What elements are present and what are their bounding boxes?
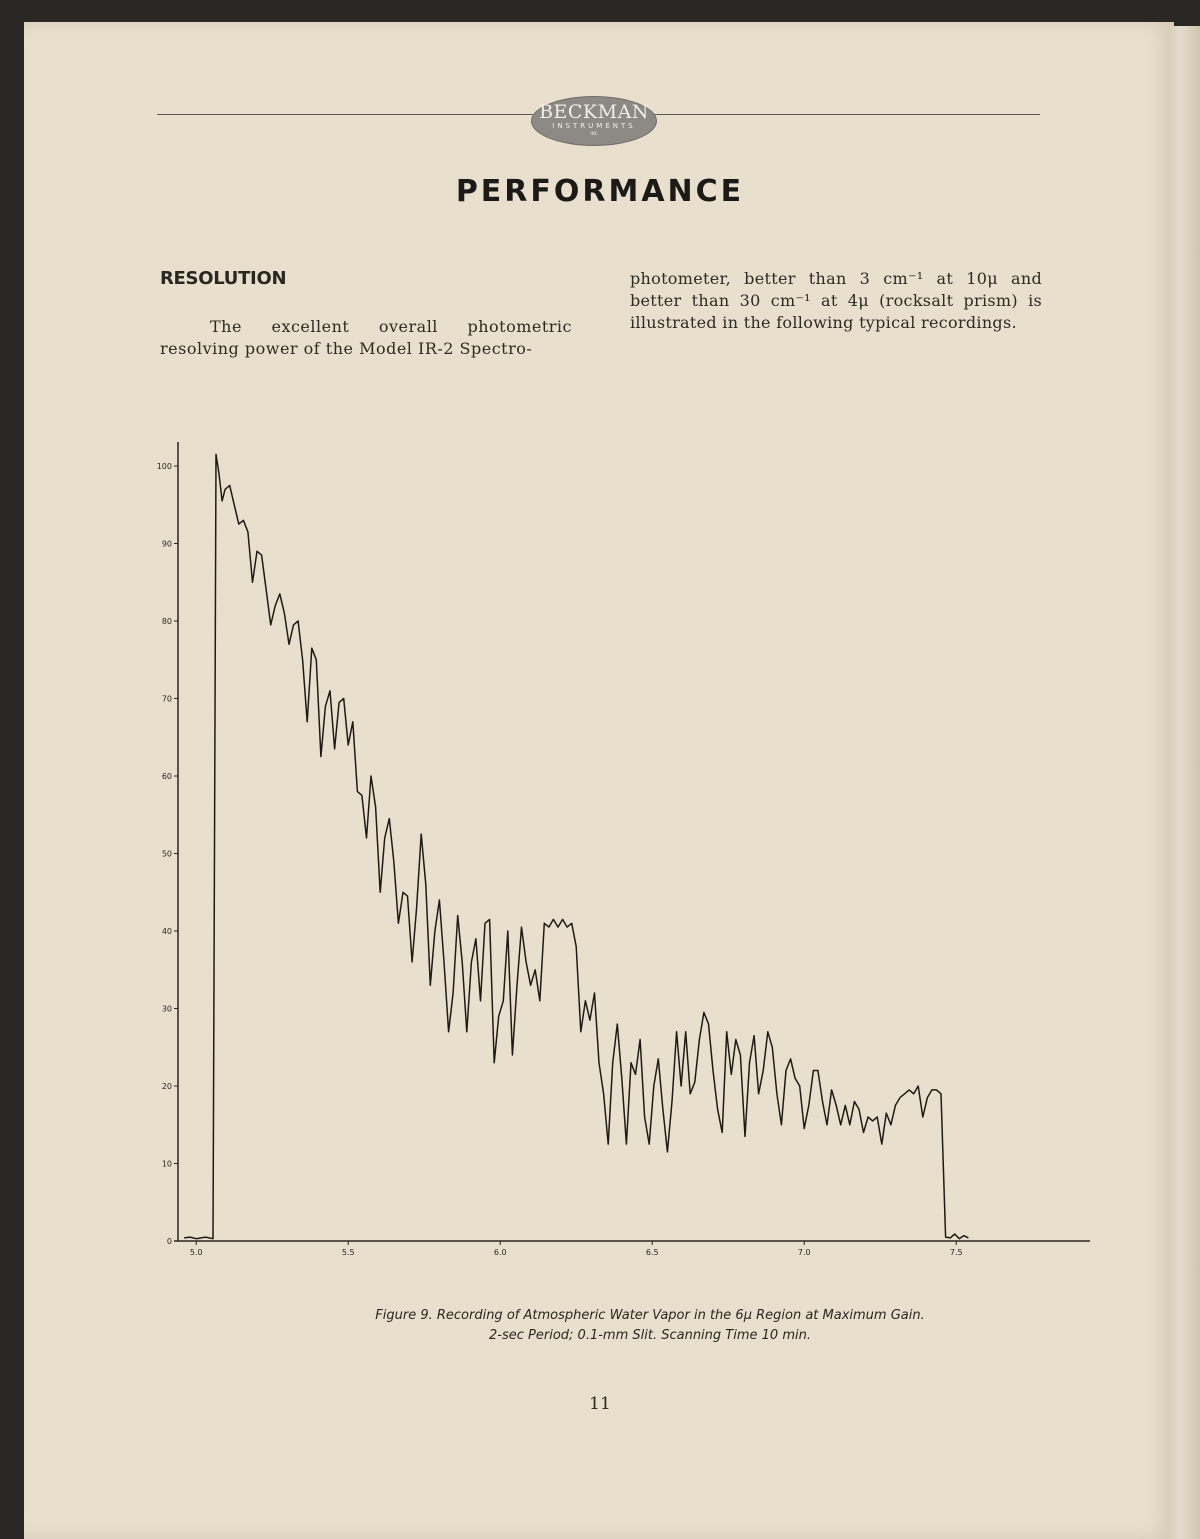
y-tick-label: 80 bbox=[161, 617, 172, 626]
logo-sub: INSTRUMENTS bbox=[552, 122, 636, 130]
x-tick-label: 7.0 bbox=[797, 1248, 811, 1257]
logo-inc: INC bbox=[590, 131, 598, 136]
x-axis-ticks bbox=[190, 1241, 963, 1257]
y-tick-label: 40 bbox=[161, 927, 172, 936]
chart-axes bbox=[174, 442, 1090, 1241]
y-tick-label: 90 bbox=[161, 539, 172, 549]
paragraph-left: The excellent overall photometric resolving power of the Model IR-2 Spectro- bbox=[160, 317, 572, 358]
x-tick-label: 5.0 bbox=[189, 1248, 203, 1257]
page-title: PERFORMANCE bbox=[455, 174, 745, 209]
x-tick-label: 6.0 bbox=[493, 1248, 507, 1257]
logo-brand: BECKMAN bbox=[539, 101, 649, 123]
section-heading: RESOLUTION bbox=[160, 268, 287, 289]
y-tick-label: 20 bbox=[161, 1082, 172, 1091]
figure-caption-line2: 2-sec Period; 0.1-mm Slit. Scanning Time 10 min. bbox=[489, 1328, 811, 1343]
y-tick-label: 60 bbox=[161, 772, 172, 781]
x-tick-label: 5.5 bbox=[341, 1248, 355, 1257]
y-tick-label: 10 bbox=[161, 1159, 172, 1169]
y-tick-label: 30 bbox=[161, 1004, 172, 1014]
y-tick-label: 50 bbox=[161, 849, 172, 859]
paragraph-right: photometer, better than 3 cm⁻¹ at 10μ and better than 30 cm⁻¹ at 4μ (rocksalt prism) is illustrated in the following typical recordings. bbox=[630, 269, 1042, 332]
series-line-0 bbox=[184, 454, 968, 1238]
figure-caption-line1: Figure 9. Recording of Atmospheric Water Vapor in the 6μ Region at Maximum Gain. bbox=[375, 1308, 925, 1323]
x-tick-label: 6.5 bbox=[645, 1248, 659, 1257]
page-number: 11 bbox=[589, 1394, 611, 1414]
y-axis-ticks bbox=[157, 462, 178, 1246]
x-tick-label: 7.5 bbox=[949, 1248, 963, 1257]
y-tick-label: 70 bbox=[161, 694, 172, 704]
series-layer bbox=[184, 454, 968, 1238]
y-tick-label: 100 bbox=[156, 462, 172, 471]
y-tick-label: 0 bbox=[166, 1237, 172, 1246]
